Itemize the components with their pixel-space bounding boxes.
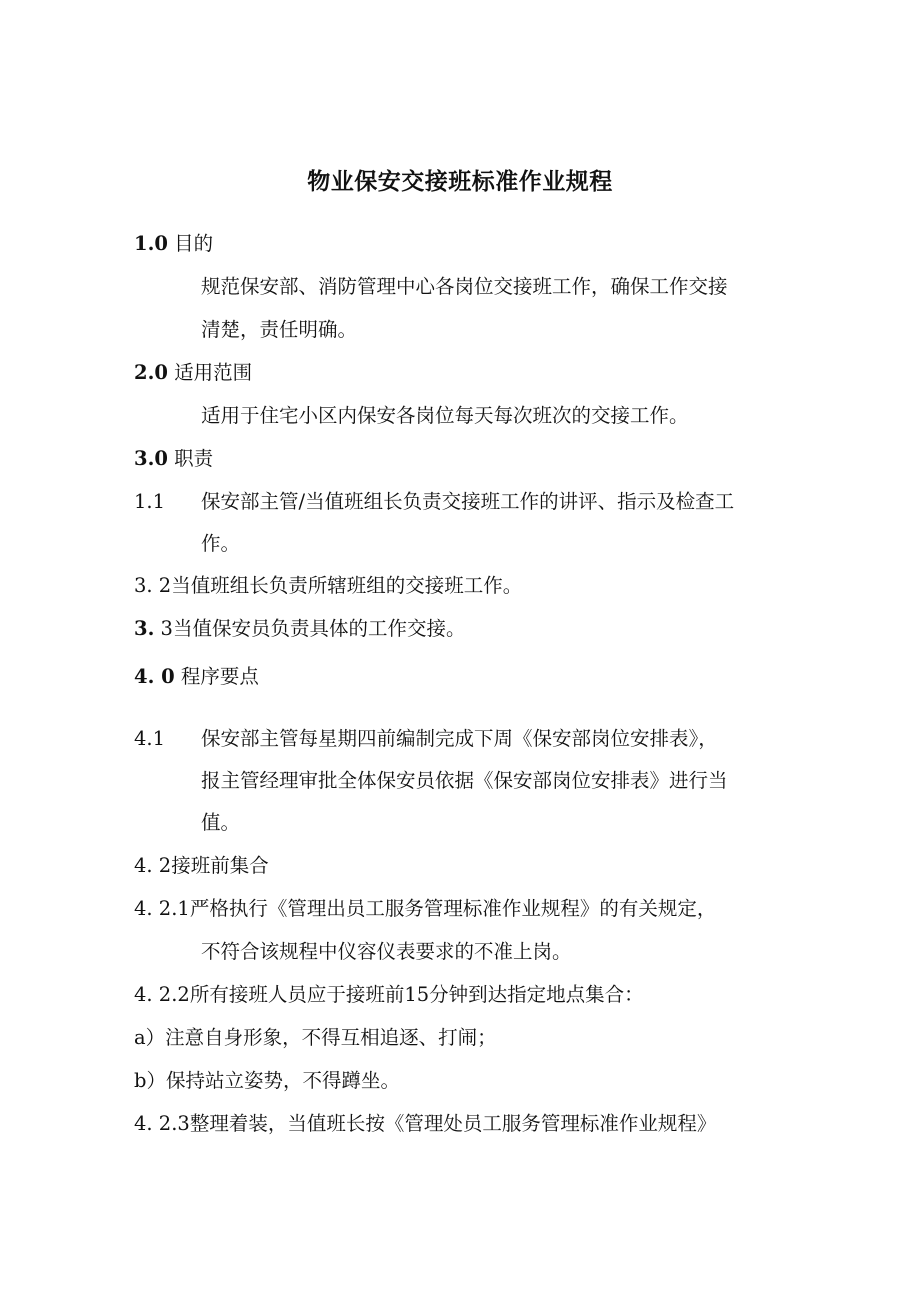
section-3-number: 3.0 <box>134 447 168 470</box>
section-2-body: 适用于住宅小区内保安各岗位每天每次班次的交接工作。 <box>201 404 689 427</box>
item-4-2-2-a: a）注意自身形象，不得互相追逐、打闹； <box>134 1026 497 1049</box>
item-4-2: 4. 2接班前集合 <box>134 854 269 877</box>
section-4-number: 4. 0 <box>134 665 175 688</box>
item-1-1-line-1: 保安部主管/当值班组长负责交接班工作的讲评、指示及检查工 <box>201 490 735 513</box>
item-4-1-number: 4.1 <box>134 727 166 750</box>
section-1-title: 目的 <box>174 232 214 255</box>
section-1-number: 1.0 <box>134 232 168 255</box>
item-3-3 <box>134 616 465 642</box>
item-4-1-line-3: 值。 <box>201 811 241 834</box>
section-1-body-line-2: 清楚，责任明确。 <box>201 318 358 341</box>
item-4-2-1-line-1: 4. 2.1严格执行《管理出员工服务管理标准作业规程》的有关规定， <box>134 897 717 920</box>
item-1-1-line-2: 作。 <box>201 532 241 555</box>
section-3-title: 职责 <box>174 447 214 470</box>
section-1-heading <box>134 231 213 257</box>
section-2-title: 适用范围 <box>174 361 253 384</box>
item-4-2-1-line-2: 不符合该规程中仪容仪表要求的不准上岗。 <box>201 940 572 963</box>
item-4-1-line-1: 保安部主管每星期四前编制完成下周《保安部岗位安排表》， <box>201 727 718 750</box>
item-4-2-2: 4. 2.2所有接班人员应于接班前15分钟到达指定地点集合： <box>134 983 644 1006</box>
section-2-number: 2.0 <box>134 361 168 384</box>
section-2-heading <box>134 360 252 386</box>
item-3-3-text: 3当值保安员负责具体的工作交接。 <box>154 617 466 640</box>
section-3-heading <box>134 446 213 472</box>
item-4-2-3: 4. 2.3整理着装，当值班长按《管理处员工服务管理标准作业规程》 <box>134 1112 717 1135</box>
item-1-1-number: 1.1 <box>134 490 166 513</box>
item-4-1-line-2: 报主管经理审批全体保安员依据《保安部岗位安排表》进行当 <box>201 769 728 792</box>
section-1-body-line-1: 规范保安部、消防管理中心各岗位交接班工作，确保工作交接 <box>201 275 728 298</box>
item-3-2: 3. 2当值班组长负责所辖班组的交接班工作。 <box>134 574 523 597</box>
section-4-heading <box>134 664 259 690</box>
document-title: 物业保安交接班标准作业规程 <box>307 169 613 195</box>
item-3-3-number: 3. <box>134 617 155 640</box>
item-4-2-2-b: b）保持站立姿势，不得蹲坐。 <box>134 1069 400 1092</box>
section-4-title: 程序要点 <box>180 665 259 688</box>
